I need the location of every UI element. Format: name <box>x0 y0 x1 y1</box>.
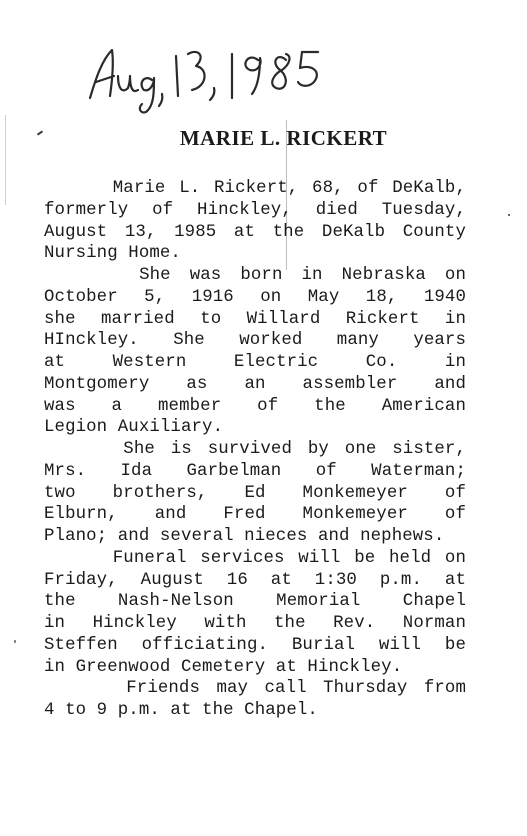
paragraph <box>44 265 466 439</box>
text-line: in Hinckley with the Rev. Norman <box>44 614 466 633</box>
paragraph <box>44 178 466 265</box>
ink-speck <box>508 214 510 216</box>
text-line: at Western Electric Co. in <box>44 353 466 372</box>
text-line: in Greenwood Cemetery at Hinckley. <box>44 657 403 677</box>
obituary-body <box>44 178 466 722</box>
text-line: October 5, 1916 on May 18, 1940 <box>44 287 466 307</box>
text-line: Plano; and several nieces and nephews. <box>44 527 445 546</box>
text-line: Friends may call Thursday from <box>44 679 466 699</box>
text-line: the Nash-Nelson Memorial Chapel <box>44 592 466 612</box>
text-line: Marie L. Rickert, 68, of DeKalb, <box>44 179 466 198</box>
text-line: Steffen officiating. Burial will be <box>44 635 466 655</box>
text-line: Montgomery as an assembler and <box>44 374 466 394</box>
text-line: Funeral services will be held on <box>44 548 466 568</box>
text-line: August 13, 1985 at the DeKalb County <box>44 222 466 242</box>
text-line: two brothers, Ed Monkemeyer of <box>44 483 466 503</box>
text-line: 4 to 9 p.m. at the Chapel. <box>44 701 318 720</box>
handwritten-date <box>82 38 382 118</box>
text-line: was a member of the American <box>44 396 466 416</box>
paragraph <box>44 678 466 722</box>
text-line: She is survived by one sister, <box>44 440 466 459</box>
text-line: She was born in Nebraska on <box>44 266 466 285</box>
paragraph <box>44 439 466 548</box>
text-line: Elburn, and Fred Monkemeyer of <box>44 505 466 525</box>
ink-speck <box>14 640 16 643</box>
obituary-headline: MARIE L. RICKERT <box>179 126 388 150</box>
handwritten-date-signature <box>82 38 382 118</box>
text-line: HInckley. She worked many years <box>44 331 466 351</box>
text-line: she married to Willard Rickert in <box>44 309 466 329</box>
text-line: Legion Auxiliary. <box>44 418 224 438</box>
text-line: Mrs. Ida Garbelman of Waterman; <box>44 461 466 481</box>
text-line: Friday, August 16 at 1:30 p.m. at <box>44 570 466 590</box>
text-line: Nursing Home. <box>44 244 181 264</box>
text-line: formerly of Hinckley, died Tuesday, <box>44 200 466 220</box>
paragraph <box>44 548 466 679</box>
